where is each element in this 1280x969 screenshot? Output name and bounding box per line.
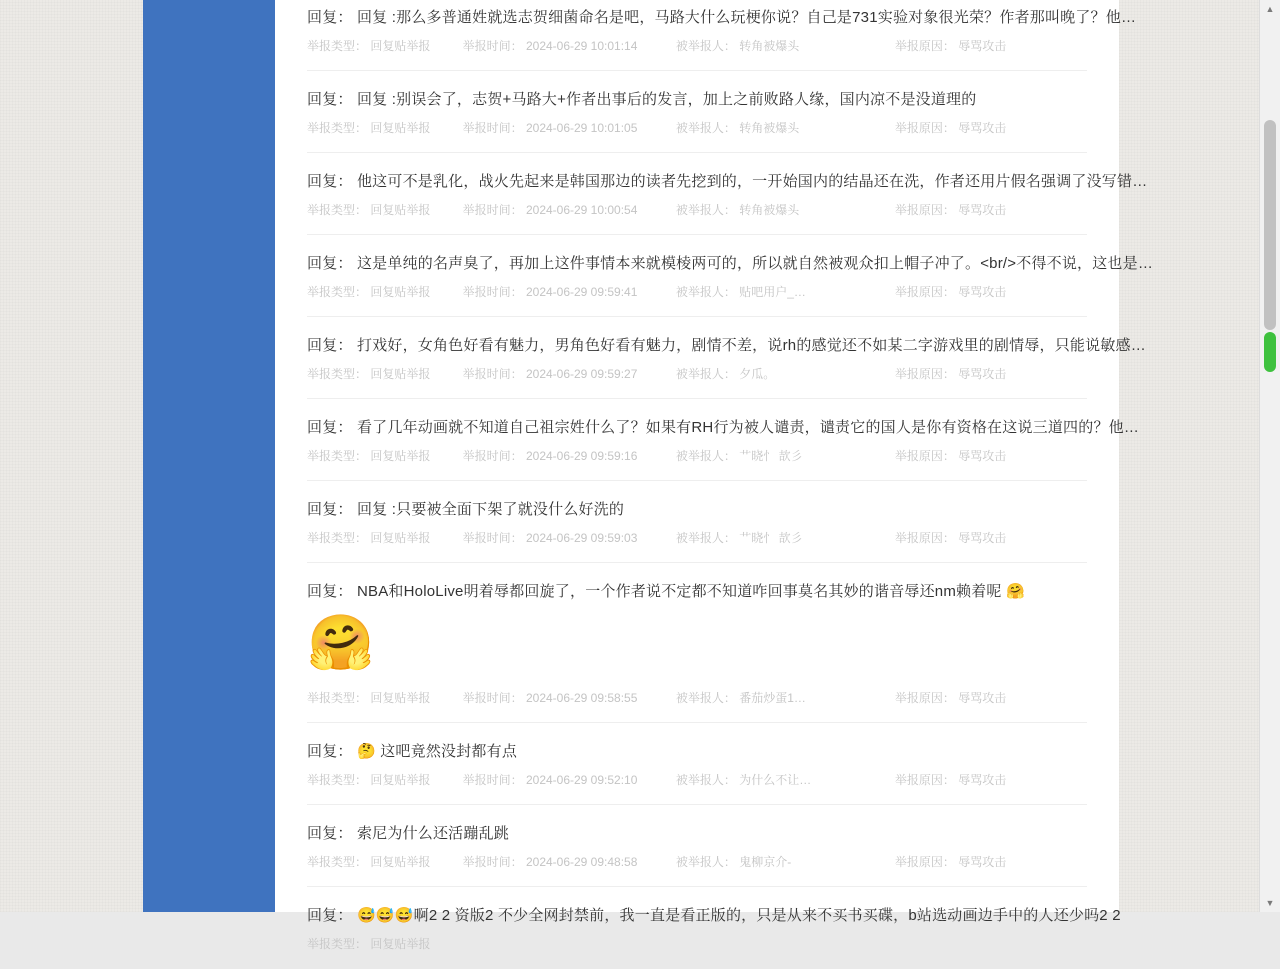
reply-prefix-label: 回复：	[307, 9, 353, 26]
report-reason-label: 举报原因：	[894, 448, 955, 463]
reported-user-value[interactable]: 夕瓜。	[739, 366, 776, 381]
report-reason-label: 举报原因：	[894, 772, 955, 787]
desktop-left-gutter	[0, 0, 143, 912]
report-title-text: 看了几年动画就不知道自己祖宗姓什么了？如果有RH行为被人谴责，谴责它的国人是你有资格在这说三道四的？他…	[356, 419, 1140, 436]
reported-user-cell	[676, 365, 895, 382]
list-item[interactable]	[275, 481, 1119, 563]
report-meta	[307, 111, 1087, 153]
reported-user-cell	[676, 529, 895, 546]
report-type-cell	[307, 853, 463, 870]
reported-user-label: 被举报人：	[675, 38, 736, 53]
report-time-label: 举报时间：	[462, 284, 523, 299]
reported-user-label: 被举报人：	[675, 284, 736, 299]
report-type-cell	[307, 771, 463, 788]
report-reason-label: 举报原因：	[894, 38, 955, 53]
report-title[interactable]	[307, 417, 1140, 439]
list-item[interactable]	[275, 805, 1119, 887]
report-reason-cell	[895, 37, 1087, 54]
report-title-text: 索尼为什么还活蹦乱跳	[356, 825, 509, 842]
report-type-label: 举报类型：	[307, 38, 368, 53]
report-type-label: 举报类型：	[307, 120, 368, 135]
report-type-cell	[307, 119, 463, 136]
report-type-cell	[307, 37, 463, 54]
report-meta	[307, 681, 1087, 723]
reported-user-cell	[676, 37, 895, 54]
report-meta	[307, 763, 1087, 805]
report-time-value: 2024-06-29 10:00:54	[525, 202, 638, 217]
report-type-value: 回复贴举报	[370, 690, 431, 705]
reported-user-value[interactable]: 转角被爆头	[739, 120, 800, 135]
report-title-text: 他这可不是乳化，战火先起来是韩国那边的读者先挖到的，一开始国内的结晶还在洗，作者还用片假名强调了没写错…	[356, 173, 1148, 190]
report-title[interactable]	[307, 253, 1154, 275]
report-type-value: 回复贴举报	[370, 854, 431, 869]
report-reason-label: 举报原因：	[894, 202, 955, 217]
report-reason-label: 举报原因：	[894, 690, 955, 705]
report-title[interactable]	[307, 7, 1137, 29]
report-reason-value: 辱骂攻击	[958, 38, 1007, 53]
report-meta	[307, 275, 1087, 317]
reported-user-label: 被举报人：	[675, 366, 736, 381]
reported-user-value[interactable]: 艹晓忄 欯彡	[739, 530, 803, 545]
reply-prefix-label: 回复：	[307, 337, 353, 354]
report-type-value: 回复贴举报	[370, 936, 431, 951]
report-time-label: 举报时间：	[462, 854, 523, 869]
reported-user-cell	[676, 689, 895, 706]
reply-prefix-label: 回复：	[307, 255, 353, 272]
report-reason-value: 辱骂攻击	[958, 120, 1007, 135]
report-title[interactable]	[307, 741, 1087, 763]
report-type-label: 举报类型：	[307, 366, 368, 381]
reported-user-value[interactable]: 转角被爆头	[739, 202, 800, 217]
report-title-text: 回复 :只要被全面下架了就没什么好洗的	[356, 501, 625, 518]
reply-prefix-label: 回复：	[307, 907, 353, 924]
report-list-panel	[275, 0, 1154, 951]
report-type-value: 回复贴举报	[370, 366, 431, 381]
report-time-cell	[463, 447, 676, 464]
report-title[interactable]	[307, 89, 1087, 111]
report-reason-label: 举报原因：	[894, 366, 955, 381]
report-time-value: 2024-06-29 09:48:58	[525, 854, 638, 869]
reported-user-cell	[676, 119, 895, 136]
report-time-cell	[463, 529, 676, 546]
reported-user-cell	[676, 283, 895, 300]
report-time-cell	[463, 201, 676, 218]
reported-user-value[interactable]: 艹晓忄 欯彡	[739, 448, 803, 463]
report-type-value: 回复贴举报	[370, 448, 431, 463]
report-reason-value: 辱骂攻击	[958, 448, 1007, 463]
report-reason-value: 辱骂攻击	[958, 772, 1007, 787]
list-item[interactable]	[275, 399, 1140, 481]
report-reason-label: 举报原因：	[894, 854, 955, 869]
report-reason-cell	[895, 689, 1087, 706]
report-type-label: 举报类型：	[307, 284, 368, 299]
vertical-scrollbar[interactable]	[1259, 0, 1280, 912]
report-type-value: 回复贴举报	[370, 284, 431, 299]
desktop-right-gutter	[1119, 0, 1260, 912]
report-title-text: 😅😅😅啊2 2 资版2 不少全网封禁前，我一直是看正版的，只是从来不买书买碟，b站选动画边手中的人还少吗2 2	[356, 907, 1121, 924]
report-reason-cell	[895, 119, 1087, 136]
report-time-value: 2024-06-29 09:58:55	[525, 690, 638, 705]
report-reason-value: 辱骂攻击	[958, 284, 1007, 299]
report-type-value: 回复贴举报	[370, 202, 431, 217]
list-item[interactable]	[275, 317, 1146, 399]
report-type-label: 举报类型：	[307, 202, 368, 217]
report-time-label: 举报时间：	[462, 38, 523, 53]
report-time-cell	[463, 365, 676, 382]
report-reason-value: 辱骂攻击	[958, 366, 1007, 381]
report-reason-value: 辱骂攻击	[958, 202, 1007, 217]
scrollbar-thumb[interactable]	[1264, 120, 1276, 330]
report-reason-cell	[895, 283, 1087, 300]
report-reason-cell	[895, 771, 1087, 788]
hugging-face-emoji: 🤗	[307, 613, 375, 673]
report-time-value: 2024-06-29 09:59:16	[525, 448, 638, 463]
report-type-cell	[307, 935, 469, 952]
report-reason-value: 辱骂攻击	[958, 690, 1007, 705]
reported-user-label: 被举报人：	[675, 854, 736, 869]
reported-user-label: 被举报人：	[675, 120, 736, 135]
list-item[interactable]	[275, 235, 1154, 317]
report-type-label: 举报类型：	[307, 936, 368, 951]
reported-user-value[interactable]: 为什么不让…	[739, 772, 812, 787]
scroll-up-arrow-icon[interactable]: ▲	[1265, 4, 1275, 14]
reported-user-label: 被举报人：	[675, 202, 736, 217]
report-type-cell	[307, 283, 463, 300]
reported-user-label: 被举报人：	[675, 530, 736, 545]
report-time-label: 举报时间：	[462, 202, 523, 217]
reported-user-value[interactable]: 转角被爆头	[739, 38, 800, 53]
report-title-text: 🤔 这吧竟然没封都有点	[356, 743, 518, 760]
report-type-cell	[307, 689, 463, 706]
report-reason-label: 举报原因：	[894, 530, 955, 545]
report-reason-label: 举报原因：	[894, 120, 955, 135]
report-time-cell	[463, 119, 676, 136]
reported-user-cell	[676, 771, 895, 788]
report-title[interactable]	[307, 905, 1121, 927]
report-type-label: 举报类型：	[307, 854, 368, 869]
report-time-cell	[463, 853, 676, 870]
reply-prefix-label: 回复：	[307, 501, 353, 518]
reported-user-cell	[676, 853, 895, 870]
report-reason-cell	[895, 365, 1087, 382]
scroll-down-arrow-icon[interactable]: ▼	[1265, 898, 1275, 908]
report-reason-cell	[895, 447, 1087, 464]
reported-user-value[interactable]: 番茄炒蛋1…	[739, 690, 806, 705]
report-time-value: 2024-06-29 10:01:05	[525, 120, 638, 135]
report-type-value: 回复贴举报	[370, 530, 431, 545]
reported-user-label: 被举报人：	[675, 690, 736, 705]
report-meta	[307, 439, 1087, 481]
reported-user-value[interactable]: 贴吧用户_…	[739, 284, 806, 299]
report-time-label: 举报时间：	[462, 120, 523, 135]
reply-prefix-label: 回复：	[307, 419, 353, 436]
report-title-text: NBA和HoloLive明着辱都回旋了，一个作者说不定都不知道咋回事莫名其妙的谐音辱还nm赖着呢 🤗	[356, 583, 1025, 600]
report-reason-value: 辱骂攻击	[958, 854, 1007, 869]
report-list	[275, 0, 1154, 969]
report-time-value: 2024-06-29 09:52:10	[525, 772, 638, 787]
reply-prefix-label: 回复：	[307, 91, 353, 108]
report-reason-cell	[895, 529, 1087, 546]
list-item[interactable]	[275, 153, 1148, 235]
report-title[interactable]	[307, 581, 1087, 603]
report-meta	[307, 193, 1087, 235]
report-time-cell	[463, 283, 676, 300]
report-time-value: 2024-06-29 09:59:03	[525, 530, 638, 545]
report-meta	[307, 29, 1087, 71]
reply-prefix-label: 回复：	[307, 173, 353, 190]
report-type-cell	[307, 447, 463, 464]
report-meta	[307, 845, 1087, 887]
report-time-label: 举报时间：	[462, 690, 523, 705]
reply-prefix-label: 回复：	[307, 583, 353, 600]
report-meta	[307, 357, 1087, 399]
report-title-text: 回复 :那么多普通姓就选志贺细菌命名是吧，马路大什么玩梗你说？自己是731实验对象很光荣？作者那叫晚了？他…	[356, 9, 1137, 26]
reported-user-label: 被举报人：	[675, 772, 736, 787]
report-time-label: 举报时间：	[462, 448, 523, 463]
report-title-text: 回复 :别误会了，志贺+马路大+作者出事后的发言，加上之前败路人缘，国内凉不是没道理的	[356, 91, 977, 108]
report-type-cell	[307, 365, 463, 382]
reported-user-cell	[676, 201, 895, 218]
report-time-cell	[463, 689, 676, 706]
report-title[interactable]	[307, 335, 1146, 357]
report-meta	[307, 521, 1087, 563]
report-type-value: 回复贴举报	[370, 38, 431, 53]
list-item[interactable]	[275, 887, 1119, 969]
report-time-cell	[463, 771, 676, 788]
scrollbar-position-marker[interactable]	[1264, 332, 1276, 372]
report-time-label: 举报时间：	[462, 366, 523, 381]
report-type-value: 回复贴举报	[370, 120, 431, 135]
report-type-label: 举报类型：	[307, 690, 368, 705]
report-reason-cell	[895, 853, 1087, 870]
report-type-label: 举报类型：	[307, 772, 368, 787]
list-item[interactable]	[275, 71, 1119, 153]
report-reason-value: 辱骂攻击	[958, 530, 1007, 545]
reported-user-label: 被举报人：	[675, 448, 736, 463]
list-item[interactable]	[275, 563, 1119, 723]
report-meta	[307, 927, 1087, 969]
report-time-label: 举报时间：	[462, 530, 523, 545]
reply-prefix-label: 回复：	[307, 743, 353, 760]
list-item[interactable]	[275, 723, 1119, 805]
report-time-label: 举报时间：	[462, 772, 523, 787]
report-reason-cell	[895, 201, 1087, 218]
report-title[interactable]	[307, 823, 1087, 845]
left-blue-panel	[143, 0, 275, 912]
report-type-cell	[307, 201, 463, 218]
list-item[interactable]	[275, 0, 1137, 71]
report-type-label: 举报类型：	[307, 448, 368, 463]
report-time-value: 2024-06-29 10:01:14	[525, 38, 638, 53]
report-title[interactable]	[307, 171, 1148, 193]
reported-user-value[interactable]: 鬼柳京介-	[739, 854, 792, 869]
report-time-value: 2024-06-29 09:59:27	[525, 366, 638, 381]
reported-user-cell	[676, 447, 895, 464]
report-title[interactable]	[307, 499, 1087, 521]
report-title-text: 打戏好，女角色好看有魅力，男角色好看有魅力，剧情不差，说rh的感觉还不如某二字游戏里的剧情辱，只能说敏感…	[356, 337, 1146, 354]
report-time-cell	[463, 37, 676, 54]
report-type-cell	[307, 529, 463, 546]
report-type-value: 回复贴举报	[370, 772, 431, 787]
report-reason-label: 举报原因：	[894, 284, 955, 299]
reply-prefix-label: 回复：	[307, 825, 353, 842]
report-type-label: 举报类型：	[307, 530, 368, 545]
report-title-text: 这是单纯的名声臭了，再加上这件事情本来就模棱两可的，所以就自然被观众扣上帽子冲了。<br/>不得不说，这也是…	[356, 255, 1154, 272]
report-time-value: 2024-06-29 09:59:41	[525, 284, 638, 299]
